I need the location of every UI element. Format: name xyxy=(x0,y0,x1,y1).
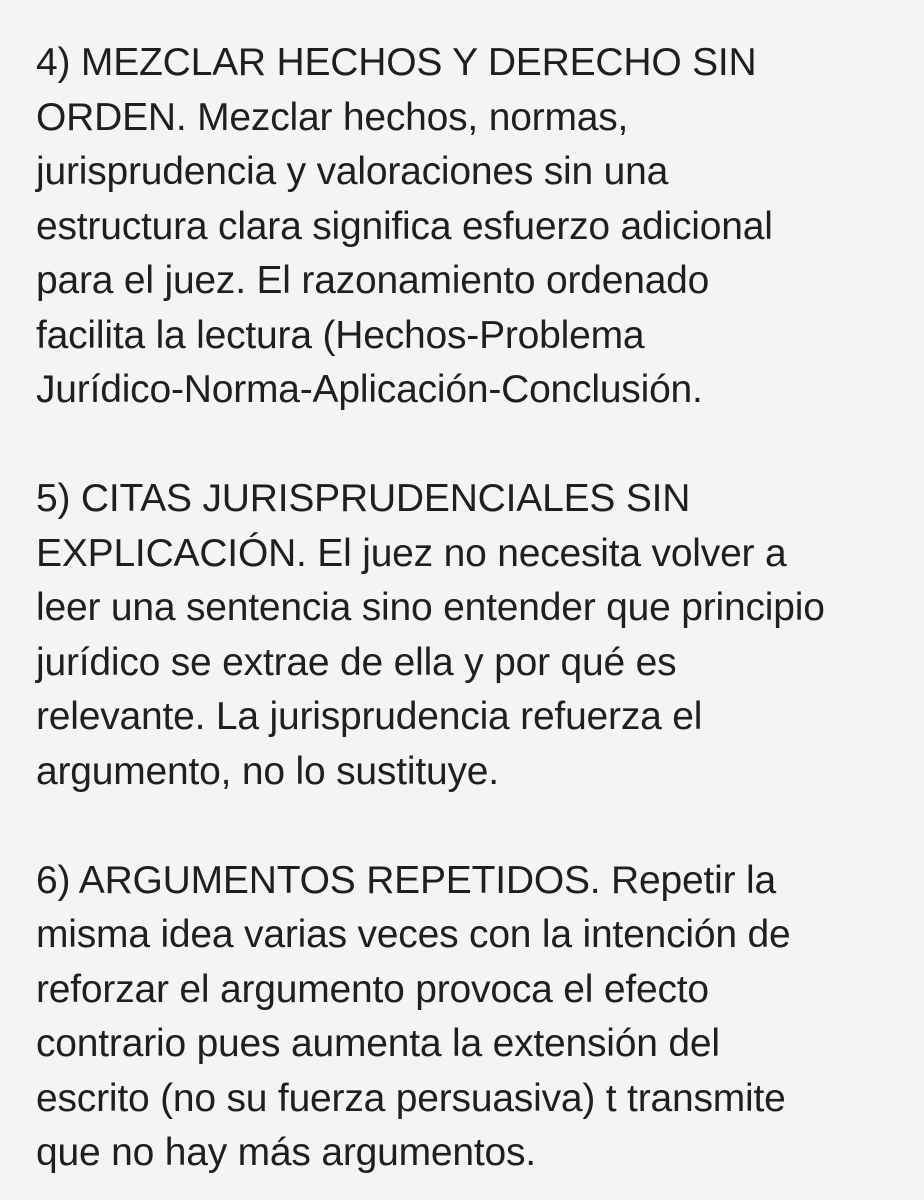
text-line: facilita la lectura (Hechos-Problema xyxy=(36,313,645,357)
text-line: reforzar el argumento provoca el efecto xyxy=(36,967,709,1011)
text-line: argumento, no lo sustituye. xyxy=(36,749,499,793)
section-5-citas-jurisprudenciales xyxy=(36,472,904,799)
text-line: jurídico se extrae de ella y por qué es xyxy=(36,640,677,684)
text-line: EXPLICACIÓN. El juez no necesita volver a xyxy=(36,531,787,575)
text-line: estructura clara significa esfuerzo adicional xyxy=(36,204,773,248)
paragraph-gap xyxy=(36,418,904,473)
section-4-mezclar-hechos xyxy=(36,36,904,418)
text-line: contrario pues aumenta la extensión del xyxy=(36,1022,720,1065)
text-line: 6) ARGUMENTOS REPETIDOS. Repetir la xyxy=(36,858,776,902)
text-line: Jurídico-Norma-Aplicación-Conclusión. xyxy=(36,368,703,411)
text-line: leer una sentencia sino entender que principio xyxy=(36,586,825,629)
text-line: jurisprudencia y valoraciones sin una xyxy=(36,150,669,193)
text-line: ORDEN. Mezclar hechos, normas, xyxy=(36,95,629,139)
text-line: escrito (no su fuerza persuasiva) t transmite xyxy=(36,1076,786,1120)
text-line: relevante. La jurisprudencia refuerza el xyxy=(36,695,703,738)
paragraph-gap xyxy=(36,799,904,854)
text-line: 5) CITAS JURISPRUDENCIALES SIN xyxy=(36,477,691,520)
text-line: 4) MEZCLAR HECHOS Y DERECHO SIN xyxy=(36,41,757,84)
text-line: misma idea varias veces con la intención de xyxy=(36,913,791,956)
text-line: que no hay más argumentos. xyxy=(36,1131,536,1174)
section-6-argumentos-repetidos xyxy=(36,854,904,1181)
text-line: para el juez. El razonamiento ordenado xyxy=(36,259,710,302)
